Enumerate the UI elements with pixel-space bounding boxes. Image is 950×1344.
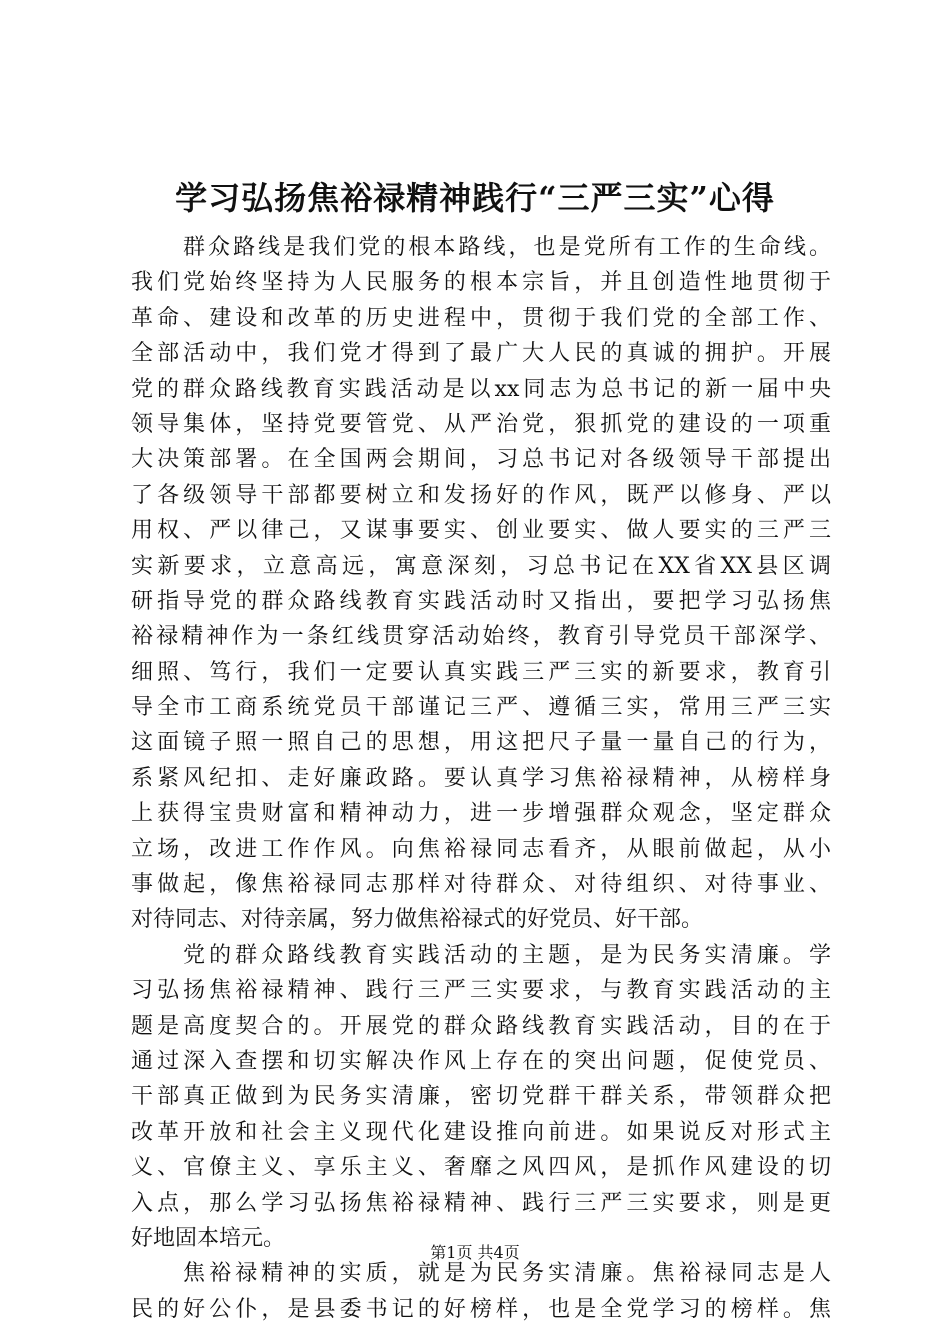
- text-line: 大决策部署。在全国两会期间，习总书记对各级领导干部提出: [131, 447, 831, 473]
- text-line: 用权、严以律己，又谋事要实、创业要实、做人要实的三严三: [131, 518, 831, 544]
- text-line: 研指导党的群众路线教育实践活动时又指出，要把学习弘扬焦: [131, 588, 831, 614]
- text-line: 上获得宝贵财富和精神动力，进一步增强群众观念，坚定群众: [131, 801, 831, 827]
- text-line: 入点，那么学习弘扬焦裕禄精神、践行三严三实要求，则是更: [131, 1190, 831, 1216]
- text-line: 我们党始终坚持为人民服务的根本宗旨，并且创造性地贯彻于: [131, 270, 831, 296]
- paragraph-1: [131, 230, 831, 938]
- paragraph-2: [131, 938, 831, 1257]
- text-line: 干部真正做到为民务实清廉，密切党群干群关系，带领群众把: [131, 1084, 831, 1110]
- text-line: 习弘扬焦裕禄精神、践行三严三实要求，与教育实践活动的主: [131, 978, 831, 1004]
- text-line: 民的好公仆，是县委书记的好榜样，也是全党学习的榜样。焦: [131, 1296, 831, 1322]
- text-line: 领导集体，坚持党要管党、从严治党，狠抓党的建设的一项重: [131, 411, 831, 437]
- text-line: 裕禄精神作为一条红线贯穿活动始终，教育引导党员干部深学、: [131, 624, 831, 650]
- text-line: 群众路线是我们党的根本路线，也是党所有工作的生命线。: [183, 235, 831, 260]
- text-line: 对待同志、对待亲属，努力做焦裕禄式的好党员、好干部。: [131, 907, 704, 933]
- paragraph-3: [131, 1256, 831, 1327]
- text-line: 了各级领导干部都要树立和发扬好的作风，既严以修身、严以: [131, 482, 831, 508]
- text-line: 导全市工商系统党员干部谨记三严、遵循三实，常用三严三实: [131, 695, 831, 721]
- text-line: 这面镜子照一照自己的思想，用这把尺子量一量自己的行为，: [131, 730, 831, 756]
- document-body: [131, 230, 831, 1327]
- text-line: 革命、建设和改革的历史进程中，贯彻于我们党的全部工作、: [131, 305, 831, 331]
- text-line: 细照、笃行，我们一定要认真实践三严三实的新要求，教育引: [131, 659, 831, 685]
- text-line: 实新要求，立意高远，寓意深刻，习总书记在XX省XX县区调: [131, 553, 831, 579]
- text-line: 题是高度契合的。开展党的群众路线教育实践活动，目的在于: [131, 1013, 831, 1039]
- text-line: 党的群众路线教育实践活动的主题，是为民务实清廉。学: [183, 942, 831, 968]
- text-line: 党的群众路线教育实践活动是以xx同志为总书记的新一届中央: [131, 376, 831, 402]
- text-line: 好地固本培元。: [131, 1225, 286, 1251]
- text-line: 改革开放和社会主义现代化建设推向前进。如果说反对形式主: [131, 1119, 831, 1145]
- text-line: 通过深入查摆和切实解决作风上存在的突出问题，促使党员、: [131, 1048, 831, 1074]
- text-line: 事做起，像焦裕禄同志那样对待群众、对待组织、对待事业、: [131, 872, 831, 898]
- text-line: 系紧风纪扣、走好廉政路。要认真学习焦裕禄精神，从榜样身: [131, 765, 831, 791]
- document-title: 学习弘扬焦裕禄精神践行“三严三实”心得: [175, 179, 775, 217]
- text-line: 焦裕禄精神的实质，就是为民务实清廉。焦裕禄同志是人: [183, 1261, 831, 1287]
- text-line: 立场，改进工作作风。向焦裕禄同志看齐，从眼前做起，从小: [131, 836, 831, 862]
- page-footer: 第1页 共4页: [430, 1243, 520, 1262]
- text-line: 义、官僚主义、享乐主义、奢靡之风四风，是抓作风建设的切: [131, 1155, 831, 1181]
- text-line: 全部活动中，我们党才得到了最广大人民的真诚的拥护。开展: [131, 341, 831, 367]
